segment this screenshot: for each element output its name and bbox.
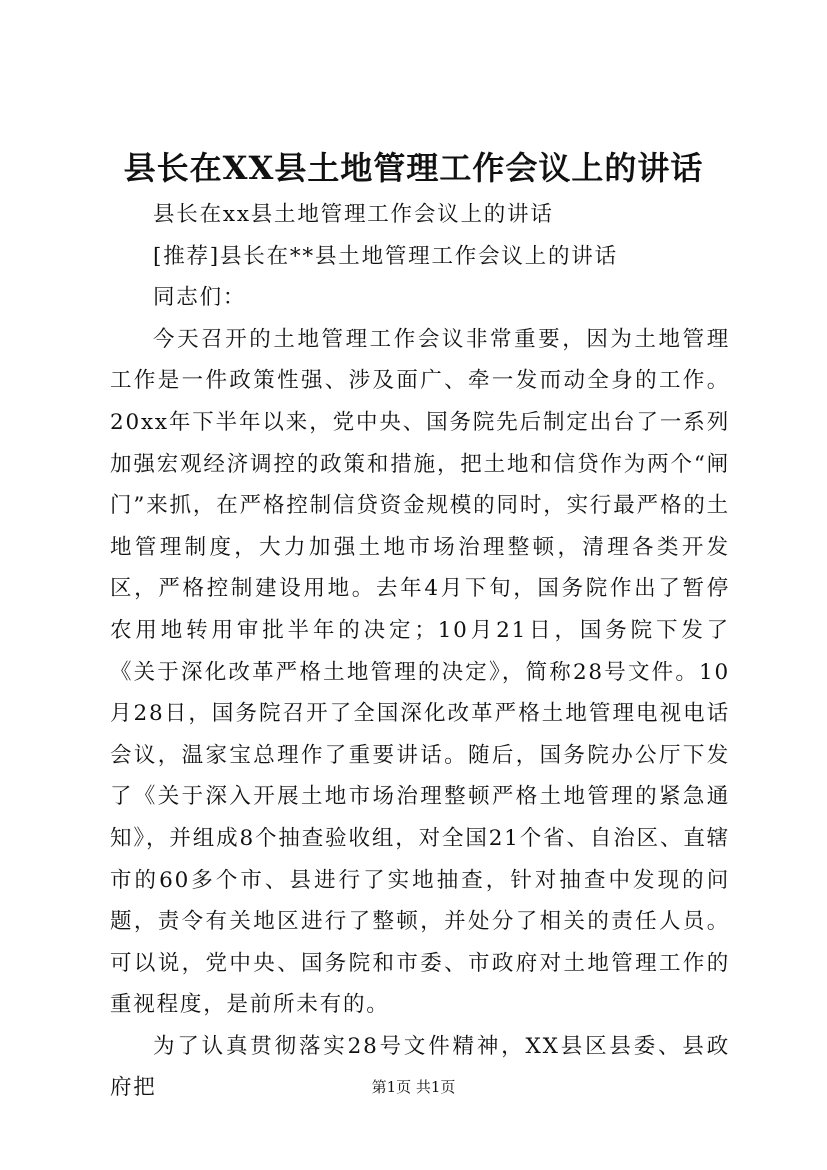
recommend-paragraph: [推荐]县长在**县土地管理工作会议上的讲话 — [153, 243, 618, 269]
salutation-paragraph: 同志们： — [153, 285, 247, 311]
document-body — [110, 194, 730, 1109]
body-paragraph: 为了认真贯彻落实28号文件精神，XX县区县委、县政府把 — [110, 1033, 730, 1101]
body-paragraph: 今天召开的土地管理工作会议非常重要，因为土地管理工作是一件政策性强、涉及面广、牵一发而动全身的工作。20xx年下半年以来，党中央、国务院先后制定出台了一系列加强宏观经济调控的政策和措施，把土地和信贷作为两个“闸门”来抓，在严格控制信贷资金规模的同时，实行最严格的土地管理制度，大力加强土地市场治理整顿，清理各类开发区，严格控制建设用地。去年4月下旬，国务院作出了暂停农用地转用审批半年的决定；10月21日，国务院下发了《关于深化改革严格土地管理的决定》，简称28号文件。10月28日，国务院召开了全国深化改革严格土地管理电视电话会议，温家宝总理作了重要讲话。随后，国务院办公厅下发了《关于深入开展土地市场治理整顿严格土地管理的紧急通知》，并组成8个抽查验收组，对全国21个省、自治区、直辖市的60多个市、县进行了实地抽查，针对抽查中发现的问题，责令有关地区进行了整顿，并处分了相关的责任人员。可以说，党中央、国务院和市委、市政府对土地管理工作的重视程度，是前所未有的。 — [110, 326, 730, 1018]
document-title: 县长在XX县土地管理工作会议上的讲话 — [123, 149, 704, 187]
subtitle-paragraph: 县长在xx县土地管理工作会议上的讲话 — [153, 202, 554, 227]
page-footer: 第1页 共1页 — [371, 1078, 456, 1096]
